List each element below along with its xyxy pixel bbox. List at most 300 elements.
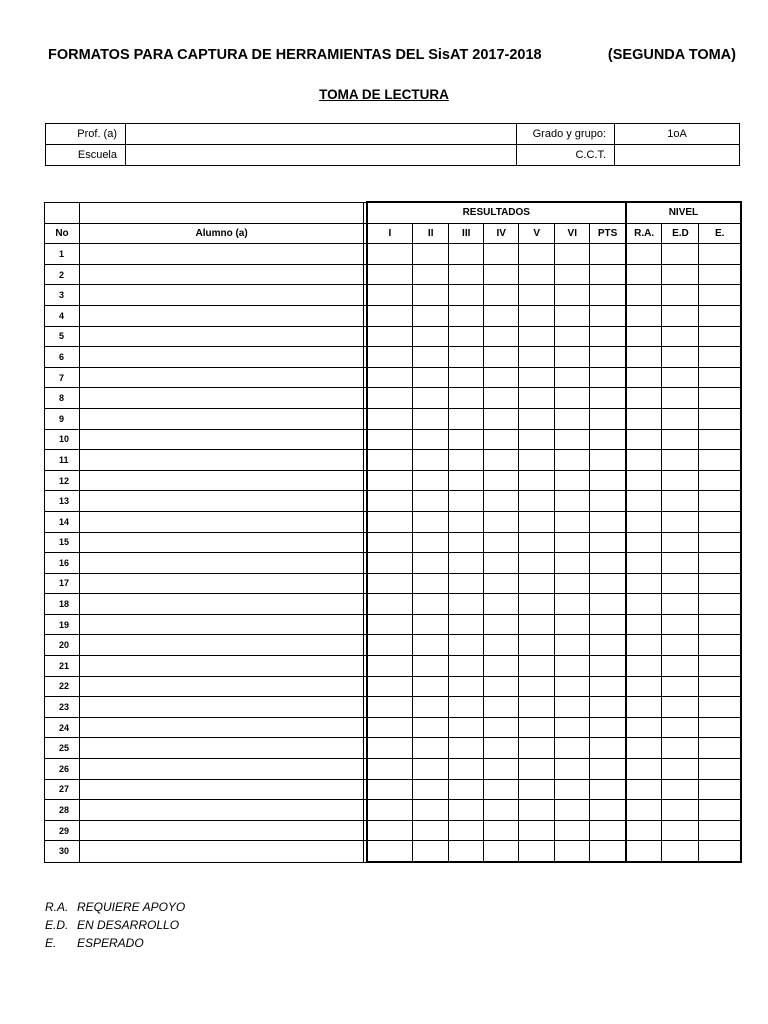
result-cell[interactable] — [555, 388, 590, 409]
result-cell[interactable] — [519, 511, 555, 532]
result-cell[interactable] — [449, 614, 484, 635]
result-cell[interactable] — [484, 635, 519, 656]
result-cell[interactable] — [484, 656, 519, 677]
result-cell[interactable] — [484, 408, 519, 429]
nivel-cell[interactable] — [699, 738, 741, 759]
result-cell[interactable] — [367, 532, 413, 553]
nivel-cell[interactable] — [699, 759, 741, 780]
nivel-cell[interactable] — [626, 511, 662, 532]
result-cell[interactable] — [367, 305, 413, 326]
nivel-cell[interactable] — [699, 367, 741, 388]
result-cell[interactable] — [555, 305, 590, 326]
result-cell[interactable] — [555, 573, 590, 594]
nivel-cell[interactable] — [699, 635, 741, 656]
nivel-cell[interactable] — [699, 511, 741, 532]
student-name-cell[interactable] — [80, 511, 364, 532]
result-cell[interactable] — [449, 347, 484, 368]
result-cell[interactable] — [555, 347, 590, 368]
result-cell[interactable] — [413, 532, 449, 553]
result-cell[interactable] — [555, 264, 590, 285]
nivel-cell[interactable] — [626, 676, 662, 697]
nivel-cell[interactable] — [626, 779, 662, 800]
student-name-cell[interactable] — [80, 347, 364, 368]
result-cell[interactable] — [367, 244, 413, 265]
result-cell[interactable] — [367, 491, 413, 512]
result-cell[interactable] — [519, 326, 555, 347]
result-cell[interactable] — [590, 367, 626, 388]
result-cell[interactable] — [484, 470, 519, 491]
result-cell[interactable] — [449, 470, 484, 491]
student-name-cell[interactable] — [80, 532, 364, 553]
result-cell[interactable] — [555, 367, 590, 388]
nivel-cell[interactable] — [699, 429, 741, 450]
result-cell[interactable] — [555, 717, 590, 738]
result-cell[interactable] — [367, 759, 413, 780]
nivel-cell[interactable] — [626, 553, 662, 574]
result-cell[interactable] — [367, 347, 413, 368]
student-name-cell[interactable] — [80, 408, 364, 429]
nivel-cell[interactable] — [626, 841, 662, 862]
nivel-cell[interactable] — [699, 594, 741, 615]
nivel-cell[interactable] — [626, 491, 662, 512]
result-cell[interactable] — [555, 491, 590, 512]
result-cell[interactable] — [519, 738, 555, 759]
result-cell[interactable] — [413, 429, 449, 450]
result-cell[interactable] — [519, 553, 555, 574]
result-cell[interactable] — [590, 820, 626, 841]
result-cell[interactable] — [519, 305, 555, 326]
result-cell[interactable] — [519, 800, 555, 821]
result-cell[interactable] — [449, 553, 484, 574]
student-name-cell[interactable] — [80, 800, 364, 821]
result-cell[interactable] — [449, 759, 484, 780]
result-cell[interactable] — [449, 676, 484, 697]
result-cell[interactable] — [555, 285, 590, 306]
nivel-cell[interactable] — [626, 470, 662, 491]
nivel-cell[interactable] — [662, 594, 699, 615]
result-cell[interactable] — [590, 676, 626, 697]
result-cell[interactable] — [590, 244, 626, 265]
result-cell[interactable] — [484, 717, 519, 738]
student-name-cell[interactable] — [80, 264, 364, 285]
nivel-cell[interactable] — [699, 779, 741, 800]
student-name-cell[interactable] — [80, 470, 364, 491]
result-cell[interactable] — [555, 511, 590, 532]
student-name-cell[interactable] — [80, 779, 364, 800]
result-cell[interactable] — [449, 326, 484, 347]
prof-field[interactable] — [126, 124, 517, 145]
result-cell[interactable] — [484, 779, 519, 800]
result-cell[interactable] — [413, 285, 449, 306]
result-cell[interactable] — [367, 594, 413, 615]
result-cell[interactable] — [590, 594, 626, 615]
result-cell[interactable] — [413, 367, 449, 388]
result-cell[interactable] — [519, 697, 555, 718]
result-cell[interactable] — [519, 779, 555, 800]
result-cell[interactable] — [367, 408, 413, 429]
result-cell[interactable] — [367, 635, 413, 656]
nivel-cell[interactable] — [626, 820, 662, 841]
nivel-cell[interactable] — [699, 285, 741, 306]
nivel-cell[interactable] — [699, 388, 741, 409]
result-cell[interactable] — [413, 656, 449, 677]
result-cell[interactable] — [555, 408, 590, 429]
nivel-cell[interactable] — [662, 676, 699, 697]
nivel-cell[interactable] — [626, 738, 662, 759]
result-cell[interactable] — [413, 573, 449, 594]
result-cell[interactable] — [367, 676, 413, 697]
student-name-cell[interactable] — [80, 450, 364, 471]
nivel-cell[interactable] — [626, 388, 662, 409]
nivel-cell[interactable] — [699, 614, 741, 635]
student-name-cell[interactable] — [80, 717, 364, 738]
result-cell[interactable] — [449, 285, 484, 306]
nivel-cell[interactable] — [626, 367, 662, 388]
nivel-cell[interactable] — [626, 594, 662, 615]
result-cell[interactable] — [484, 285, 519, 306]
result-cell[interactable] — [519, 594, 555, 615]
result-cell[interactable] — [367, 656, 413, 677]
result-cell[interactable] — [484, 491, 519, 512]
nivel-cell[interactable] — [662, 388, 699, 409]
result-cell[interactable] — [449, 388, 484, 409]
nivel-cell[interactable] — [699, 326, 741, 347]
result-cell[interactable] — [484, 841, 519, 862]
nivel-cell[interactable] — [662, 738, 699, 759]
result-cell[interactable] — [413, 635, 449, 656]
result-cell[interactable] — [590, 305, 626, 326]
result-cell[interactable] — [413, 553, 449, 574]
result-cell[interactable] — [590, 759, 626, 780]
student-name-cell[interactable] — [80, 635, 364, 656]
nivel-cell[interactable] — [699, 470, 741, 491]
result-cell[interactable] — [367, 429, 413, 450]
result-cell[interactable] — [555, 676, 590, 697]
result-cell[interactable] — [413, 800, 449, 821]
result-cell[interactable] — [413, 614, 449, 635]
result-cell[interactable] — [367, 264, 413, 285]
result-cell[interactable] — [484, 429, 519, 450]
student-name-cell[interactable] — [80, 614, 364, 635]
nivel-cell[interactable] — [662, 820, 699, 841]
result-cell[interactable] — [519, 244, 555, 265]
result-cell[interactable] — [590, 656, 626, 677]
result-cell[interactable] — [519, 820, 555, 841]
result-cell[interactable] — [484, 367, 519, 388]
nivel-cell[interactable] — [662, 285, 699, 306]
nivel-cell[interactable] — [699, 264, 741, 285]
result-cell[interactable] — [413, 408, 449, 429]
student-name-cell[interactable] — [80, 841, 364, 862]
nivel-cell[interactable] — [626, 717, 662, 738]
nivel-cell[interactable] — [662, 800, 699, 821]
nivel-cell[interactable] — [662, 470, 699, 491]
student-name-cell[interactable] — [80, 553, 364, 574]
result-cell[interactable] — [413, 594, 449, 615]
result-cell[interactable] — [519, 367, 555, 388]
nivel-cell[interactable] — [699, 800, 741, 821]
nivel-cell[interactable] — [626, 408, 662, 429]
result-cell[interactable] — [367, 573, 413, 594]
result-cell[interactable] — [413, 305, 449, 326]
result-cell[interactable] — [555, 244, 590, 265]
nivel-cell[interactable] — [626, 429, 662, 450]
result-cell[interactable] — [519, 717, 555, 738]
nivel-cell[interactable] — [662, 573, 699, 594]
result-cell[interactable] — [484, 759, 519, 780]
result-cell[interactable] — [519, 347, 555, 368]
result-cell[interactable] — [519, 491, 555, 512]
result-cell[interactable] — [555, 429, 590, 450]
result-cell[interactable] — [449, 841, 484, 862]
result-cell[interactable] — [449, 305, 484, 326]
result-cell[interactable] — [590, 470, 626, 491]
result-cell[interactable] — [519, 573, 555, 594]
student-name-cell[interactable] — [80, 697, 364, 718]
result-cell[interactable] — [555, 594, 590, 615]
result-cell[interactable] — [555, 841, 590, 862]
result-cell[interactable] — [449, 491, 484, 512]
result-cell[interactable] — [484, 594, 519, 615]
result-cell[interactable] — [590, 450, 626, 471]
result-cell[interactable] — [484, 347, 519, 368]
result-cell[interactable] — [367, 820, 413, 841]
result-cell[interactable] — [519, 656, 555, 677]
result-cell[interactable] — [367, 717, 413, 738]
result-cell[interactable] — [449, 656, 484, 677]
nivel-cell[interactable] — [626, 285, 662, 306]
result-cell[interactable] — [555, 614, 590, 635]
result-cell[interactable] — [519, 841, 555, 862]
nivel-cell[interactable] — [662, 532, 699, 553]
result-cell[interactable] — [413, 326, 449, 347]
result-cell[interactable] — [519, 429, 555, 450]
nivel-cell[interactable] — [699, 244, 741, 265]
result-cell[interactable] — [413, 264, 449, 285]
nivel-cell[interactable] — [662, 779, 699, 800]
student-name-cell[interactable] — [80, 656, 364, 677]
result-cell[interactable] — [484, 738, 519, 759]
result-cell[interactable] — [449, 532, 484, 553]
student-name-cell[interactable] — [80, 759, 364, 780]
result-cell[interactable] — [590, 326, 626, 347]
result-cell[interactable] — [413, 470, 449, 491]
result-cell[interactable] — [590, 511, 626, 532]
result-cell[interactable] — [413, 697, 449, 718]
result-cell[interactable] — [484, 326, 519, 347]
result-cell[interactable] — [449, 738, 484, 759]
nivel-cell[interactable] — [662, 244, 699, 265]
nivel-cell[interactable] — [662, 635, 699, 656]
result-cell[interactable] — [590, 388, 626, 409]
result-cell[interactable] — [449, 800, 484, 821]
result-cell[interactable] — [367, 285, 413, 306]
result-cell[interactable] — [484, 800, 519, 821]
result-cell[interactable] — [555, 697, 590, 718]
result-cell[interactable] — [519, 614, 555, 635]
result-cell[interactable] — [484, 573, 519, 594]
result-cell[interactable] — [484, 305, 519, 326]
result-cell[interactable] — [484, 614, 519, 635]
nivel-cell[interactable] — [626, 532, 662, 553]
student-name-cell[interactable] — [80, 285, 364, 306]
result-cell[interactable] — [449, 264, 484, 285]
result-cell[interactable] — [590, 532, 626, 553]
result-cell[interactable] — [449, 697, 484, 718]
result-cell[interactable] — [590, 347, 626, 368]
nivel-cell[interactable] — [626, 697, 662, 718]
result-cell[interactable] — [413, 244, 449, 265]
result-cell[interactable] — [590, 429, 626, 450]
result-cell[interactable] — [484, 532, 519, 553]
nivel-cell[interactable] — [626, 614, 662, 635]
result-cell[interactable] — [519, 450, 555, 471]
student-name-cell[interactable] — [80, 367, 364, 388]
result-cell[interactable] — [449, 511, 484, 532]
result-cell[interactable] — [555, 738, 590, 759]
student-name-cell[interactable] — [80, 305, 364, 326]
nivel-cell[interactable] — [699, 697, 741, 718]
result-cell[interactable] — [590, 491, 626, 512]
nivel-cell[interactable] — [626, 244, 662, 265]
student-name-cell[interactable] — [80, 429, 364, 450]
result-cell[interactable] — [555, 759, 590, 780]
nivel-cell[interactable] — [699, 573, 741, 594]
cct-field[interactable] — [615, 145, 740, 166]
result-cell[interactable] — [449, 779, 484, 800]
result-cell[interactable] — [367, 470, 413, 491]
nivel-cell[interactable] — [662, 717, 699, 738]
result-cell[interactable] — [484, 697, 519, 718]
result-cell[interactable] — [367, 553, 413, 574]
nivel-cell[interactable] — [662, 429, 699, 450]
nivel-cell[interactable] — [626, 450, 662, 471]
result-cell[interactable] — [449, 573, 484, 594]
result-cell[interactable] — [519, 264, 555, 285]
result-cell[interactable] — [555, 553, 590, 574]
result-cell[interactable] — [555, 820, 590, 841]
result-cell[interactable] — [367, 738, 413, 759]
nivel-cell[interactable] — [699, 820, 741, 841]
nivel-cell[interactable] — [626, 305, 662, 326]
result-cell[interactable] — [590, 800, 626, 821]
result-cell[interactable] — [449, 717, 484, 738]
nivel-cell[interactable] — [699, 491, 741, 512]
result-cell[interactable] — [413, 450, 449, 471]
result-cell[interactable] — [367, 326, 413, 347]
result-cell[interactable] — [590, 264, 626, 285]
nivel-cell[interactable] — [662, 656, 699, 677]
result-cell[interactable] — [555, 779, 590, 800]
student-name-cell[interactable] — [80, 738, 364, 759]
student-name-cell[interactable] — [80, 676, 364, 697]
nivel-cell[interactable] — [626, 347, 662, 368]
nivel-cell[interactable] — [662, 305, 699, 326]
nivel-cell[interactable] — [662, 347, 699, 368]
nivel-cell[interactable] — [699, 532, 741, 553]
nivel-cell[interactable] — [662, 553, 699, 574]
result-cell[interactable] — [590, 717, 626, 738]
result-cell[interactable] — [449, 429, 484, 450]
result-cell[interactable] — [519, 676, 555, 697]
result-cell[interactable] — [367, 779, 413, 800]
result-cell[interactable] — [519, 635, 555, 656]
student-name-cell[interactable] — [80, 244, 364, 265]
nivel-cell[interactable] — [699, 553, 741, 574]
nivel-cell[interactable] — [662, 841, 699, 862]
nivel-cell[interactable] — [626, 656, 662, 677]
result-cell[interactable] — [590, 553, 626, 574]
result-cell[interactable] — [484, 264, 519, 285]
nivel-cell[interactable] — [699, 450, 741, 471]
result-cell[interactable] — [367, 800, 413, 821]
nivel-cell[interactable] — [699, 305, 741, 326]
student-name-cell[interactable] — [80, 820, 364, 841]
result-cell[interactable] — [484, 553, 519, 574]
result-cell[interactable] — [519, 408, 555, 429]
result-cell[interactable] — [367, 511, 413, 532]
student-name-cell[interactable] — [80, 326, 364, 347]
student-name-cell[interactable] — [80, 573, 364, 594]
result-cell[interactable] — [555, 470, 590, 491]
result-cell[interactable] — [367, 697, 413, 718]
result-cell[interactable] — [590, 738, 626, 759]
result-cell[interactable] — [449, 408, 484, 429]
result-cell[interactable] — [367, 614, 413, 635]
nivel-cell[interactable] — [662, 264, 699, 285]
student-name-cell[interactable] — [80, 491, 364, 512]
result-cell[interactable] — [555, 656, 590, 677]
result-cell[interactable] — [590, 841, 626, 862]
result-cell[interactable] — [590, 614, 626, 635]
result-cell[interactable] — [413, 676, 449, 697]
result-cell[interactable] — [519, 388, 555, 409]
nivel-cell[interactable] — [699, 656, 741, 677]
escuela-field[interactable] — [126, 145, 517, 166]
nivel-cell[interactable] — [626, 759, 662, 780]
nivel-cell[interactable] — [699, 347, 741, 368]
nivel-cell[interactable] — [662, 511, 699, 532]
result-cell[interactable] — [484, 450, 519, 471]
nivel-cell[interactable] — [626, 800, 662, 821]
result-cell[interactable] — [484, 676, 519, 697]
result-cell[interactable] — [555, 326, 590, 347]
result-cell[interactable] — [367, 388, 413, 409]
result-cell[interactable] — [590, 408, 626, 429]
result-cell[interactable] — [413, 841, 449, 862]
result-cell[interactable] — [555, 532, 590, 553]
student-name-cell[interactable] — [80, 388, 364, 409]
nivel-cell[interactable] — [699, 676, 741, 697]
result-cell[interactable] — [367, 450, 413, 471]
result-cell[interactable] — [449, 594, 484, 615]
nivel-cell[interactable] — [626, 573, 662, 594]
result-cell[interactable] — [413, 511, 449, 532]
result-cell[interactable] — [449, 820, 484, 841]
result-cell[interactable] — [519, 759, 555, 780]
result-cell[interactable] — [555, 450, 590, 471]
result-cell[interactable] — [413, 388, 449, 409]
result-cell[interactable] — [484, 820, 519, 841]
result-cell[interactable] — [413, 347, 449, 368]
result-cell[interactable] — [555, 635, 590, 656]
result-cell[interactable] — [413, 820, 449, 841]
result-cell[interactable] — [555, 800, 590, 821]
nivel-cell[interactable] — [662, 450, 699, 471]
nivel-cell[interactable] — [699, 841, 741, 862]
result-cell[interactable] — [590, 285, 626, 306]
result-cell[interactable] — [590, 573, 626, 594]
